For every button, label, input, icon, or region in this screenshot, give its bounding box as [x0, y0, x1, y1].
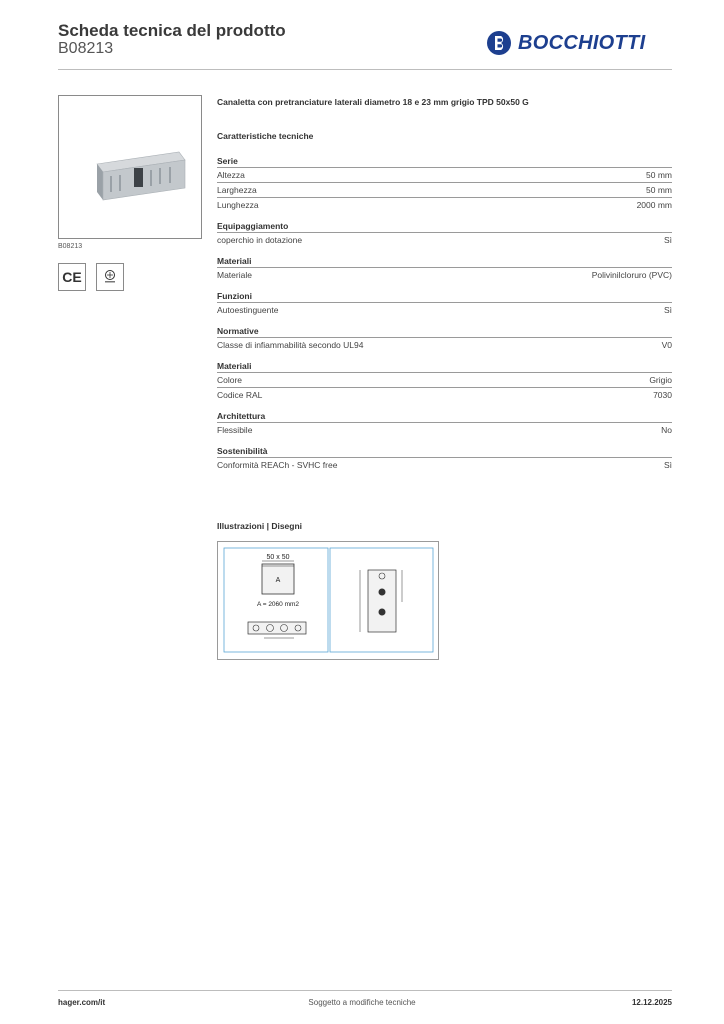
spec-group	[217, 221, 672, 247]
spec-group	[217, 256, 672, 282]
spec-row	[217, 387, 672, 402]
spec-group-title: Funzioni	[217, 291, 252, 301]
photo-caption: B08213	[58, 243, 83, 250]
spec-label: Lunghezza	[217, 200, 259, 210]
spec-group-title: Sostenibilità	[217, 446, 268, 456]
footer-note: Soggetto a modifiche tecniche	[308, 998, 416, 1007]
brand-name: BOCCHIOTTI	[518, 31, 646, 54]
spec-group-title: Materiali	[217, 256, 252, 266]
spec-row	[217, 182, 672, 197]
spec-group	[217, 156, 672, 212]
spec-label: Classe di infiammabilità secondo UL94	[217, 340, 364, 350]
spec-group-title: Equipaggiamento	[217, 221, 289, 231]
footer-website: hager.com/it	[58, 998, 106, 1007]
spec-label: Colore	[217, 375, 243, 385]
spec-value: Sì	[663, 460, 672, 470]
spec-row	[217, 302, 672, 317]
spec-label: coperchio in dotazione	[217, 235, 303, 245]
spec-group	[217, 361, 672, 402]
footer-date: 12.12.2025	[631, 998, 672, 1007]
technical-drawing	[217, 541, 439, 660]
spec-label: Autoestinguente	[217, 305, 279, 315]
spec-row	[217, 197, 672, 212]
page-title: Scheda tecnica del prodotto	[58, 21, 286, 40]
spec-group-title: Materiali	[217, 361, 252, 371]
product-photo	[58, 95, 202, 239]
header-divider	[58, 69, 672, 70]
spec-label: Flessibile	[217, 425, 253, 435]
spec-label: Altezza	[217, 170, 245, 180]
spec-value: V0	[661, 340, 672, 350]
spec-label: Larghezza	[217, 185, 257, 195]
spec-group	[217, 291, 672, 317]
spec-value: 50 mm	[646, 185, 672, 195]
spec-value: Sì	[663, 305, 672, 315]
spec-value: 2000 mm	[636, 200, 672, 210]
spec-value: Polivinilcloruro (PVC)	[591, 270, 672, 280]
spec-group-title: Normative	[217, 326, 259, 336]
bocchiotti-logo-icon	[486, 30, 512, 56]
product-title: Canaletta con pretranciature laterali diametro 18 e 23 mm grigio TPD 50x50 G	[217, 97, 529, 107]
spec-value: 50 mm	[646, 170, 672, 180]
area-letter: A	[275, 577, 281, 584]
spec-group	[217, 411, 672, 437]
area-value: A = 2060 mm2	[256, 601, 300, 608]
spec-row	[217, 422, 672, 437]
spec-group-title: Serie	[217, 156, 238, 166]
spec-label: Codice RAL	[217, 390, 263, 400]
section-heading: Caratteristiche tecniche	[217, 131, 314, 141]
dimension-label: 50 x 50	[266, 554, 290, 561]
spec-value: 7030	[653, 390, 672, 400]
brand-logo	[486, 30, 645, 56]
spec-label: Conformità REACh - SVHC free	[217, 460, 338, 470]
spec-row	[217, 337, 672, 352]
spec-row	[217, 232, 672, 247]
spec-label: Materiale	[217, 270, 252, 280]
quality-mark-icon	[101, 268, 119, 286]
spec-value: No	[661, 425, 672, 435]
spec-value: Grigio	[649, 375, 672, 385]
technical-drawing-image	[218, 542, 438, 659]
ce-mark-icon: CE	[58, 263, 86, 291]
spec-group	[217, 326, 672, 352]
spec-row	[217, 372, 672, 387]
footer-divider	[58, 990, 672, 991]
quality-mark	[96, 263, 124, 291]
spec-group	[217, 446, 672, 472]
cable-duct-image	[59, 96, 201, 238]
product-code: B08213	[58, 40, 114, 57]
spec-row	[217, 267, 672, 282]
spec-group-title: Architettura	[217, 411, 266, 421]
spec-table	[217, 156, 672, 472]
illustrations-heading: Illustrazioni | Disegni	[217, 521, 303, 531]
spec-value: Sì	[663, 235, 672, 245]
spec-row	[217, 457, 672, 472]
spec-row	[217, 167, 672, 182]
